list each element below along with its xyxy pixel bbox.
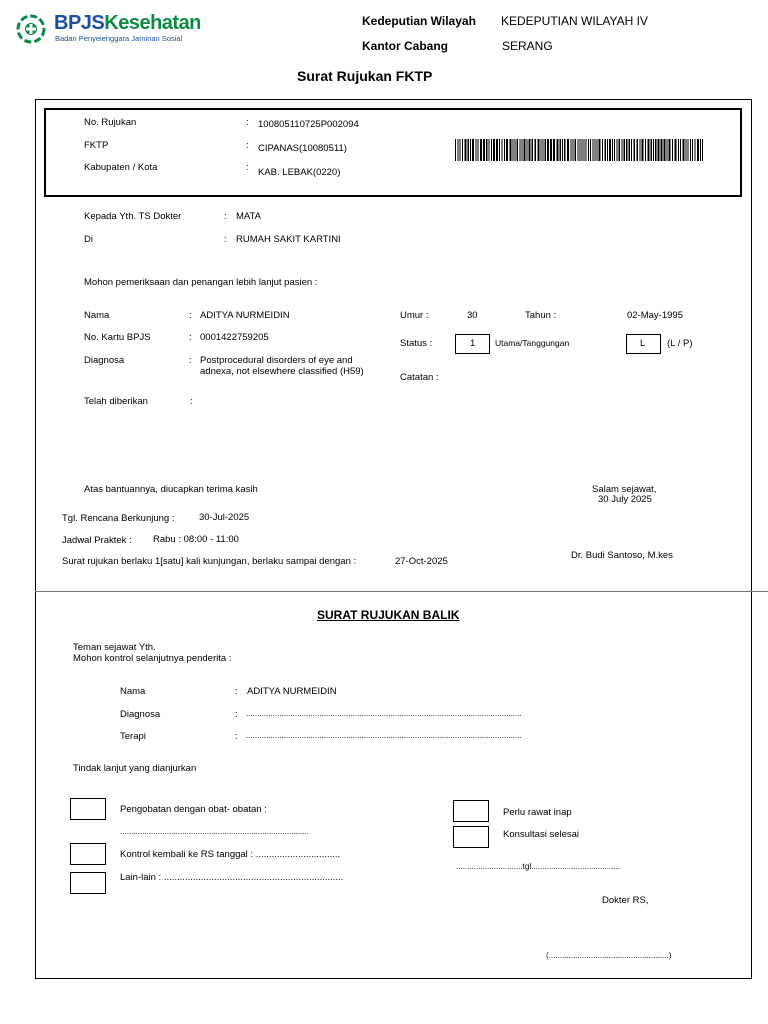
colon: :	[246, 162, 249, 173]
mohon-text: Mohon pemeriksaan dan penangan lebih lanjut pasien :	[84, 277, 318, 288]
section-divider	[35, 591, 768, 592]
nama-value: ADITYA NURMEIDIN	[200, 310, 290, 321]
di-value: RUMAH SAKIT KARTINI	[236, 234, 341, 245]
signature-line: (......................................................)	[546, 951, 672, 960]
rencana-value: 30-Jul-2025	[199, 512, 250, 523]
colon: :	[246, 117, 249, 128]
salam-text: Salam sejawat,	[592, 484, 657, 495]
kontrol-checkbox[interactable]	[70, 843, 106, 865]
balik-diagnosa-label: Diagnosa	[120, 709, 161, 720]
kabupaten-label: Kabupaten / Kota	[84, 162, 158, 173]
mohon-kontrol-text: Mohon kontrol selanjutnya penderita :	[73, 653, 232, 664]
bpjs-logo	[16, 12, 216, 46]
obat-label: Pengobatan dengan obat- obatan :	[120, 804, 267, 815]
kartu-label: No. Kartu BPJS	[84, 332, 151, 343]
kepada-value: MATA	[236, 211, 261, 222]
salam-date: 30 July 2025	[598, 494, 652, 505]
balik-title: SURAT RUJUKAN BALIK	[317, 608, 460, 622]
colon: :	[189, 310, 192, 321]
obat-dots: .....................................................................................	[120, 827, 309, 836]
umur-value: 30	[467, 310, 478, 321]
tgl-line: ..............................tgl........................................	[456, 862, 621, 871]
logo-kesehatan-text: Kesehatan	[104, 12, 201, 34]
sex-value: L	[640, 338, 646, 349]
kabupaten-value: KAB. LEBAK(0220)	[258, 167, 341, 178]
page-title: Surat Rujukan FKTP	[297, 68, 433, 84]
logo-bpjs-text: BPJS	[54, 12, 105, 34]
status-desc: Utama/Tanggungan	[495, 338, 570, 348]
doctor-name: Dr. Budi Santoso, M.kes	[571, 550, 673, 561]
lain-checkbox[interactable]	[70, 872, 106, 894]
status-value: 1	[470, 338, 476, 349]
balik-terapi-label: Terapi	[120, 731, 146, 742]
colon: :	[189, 355, 192, 366]
colon: :	[190, 396, 193, 407]
kartu-value: 0001422759205	[200, 332, 269, 343]
colon: :	[235, 731, 238, 742]
jadwal-value: Rabu : 08:00 - 11:00	[153, 534, 239, 545]
umur-label: Umur :	[400, 310, 429, 321]
terapi-dots: ............................................................................................................................	[246, 731, 522, 740]
sex-desc: (L / P)	[667, 338, 693, 349]
rencana-label: Tgl. Rencana Berkunjung :	[62, 513, 175, 524]
barcode	[455, 139, 705, 161]
diagnosa-dots: ............................................................................................................................	[246, 709, 522, 718]
rawat-checkbox[interactable]	[453, 800, 489, 822]
obat-checkbox[interactable]	[70, 798, 106, 820]
colon: :	[246, 140, 249, 151]
colon: :	[235, 709, 238, 720]
teman-text: Teman sejawat Yth.	[73, 642, 156, 653]
fktp-value: CIPANAS(10080511)	[258, 143, 347, 154]
kantor-label: Kantor Cabang	[362, 39, 449, 53]
tahun-value: 02-May-1995	[627, 310, 683, 321]
fktp-label: FKTP	[84, 140, 109, 151]
diagnosa-line2: adnexa, not elsewhere classified (H59)	[200, 366, 364, 377]
logo-tagline: Badan Penyelenggara Jaminan Sosial	[55, 34, 183, 43]
catatan-label: Catatan :	[400, 372, 439, 383]
outer-frame	[35, 99, 752, 979]
tahun-label: Tahun :	[525, 310, 557, 321]
balik-nama-value: ADITYA NURMEIDIN	[247, 686, 337, 697]
no-rujukan-label: No. Rujukan	[84, 117, 137, 128]
tindak-text: Tindak lanjut yang dianjurkan	[73, 763, 197, 774]
rawat-label: Perlu rawat inap	[503, 807, 572, 818]
colon: :	[235, 686, 238, 697]
thanks-text: Atas bantuannya, diucapkan terima kasih	[84, 484, 258, 495]
dokter-rs-label: Dokter RS,	[602, 895, 649, 906]
kontrol-label: Kontrol kembali ke RS tanggal : ................................	[120, 849, 341, 860]
berlaku-text: Surat rujukan berlaku 1[satu] kali kunjungan, berlaku sampai dengan :	[62, 556, 357, 567]
telah-label: Telah diberikan	[84, 396, 148, 407]
no-rujukan-value: 100805110725P002094	[258, 119, 359, 130]
colon: :	[224, 211, 227, 222]
balik-nama-label: Nama	[120, 686, 146, 697]
konsultasi-checkbox[interactable]	[453, 826, 489, 848]
bpjs-logo-icon	[16, 14, 46, 44]
lain-label: Lain-lain : ....................................................................	[120, 872, 344, 883]
konsultasi-label: Konsultasi selesai	[503, 829, 580, 840]
kedeputian-value: KEDEPUTIAN WILAYAH IV	[501, 14, 648, 28]
jadwal-label: Jadwal Praktek :	[62, 535, 132, 546]
kepada-label: Kepada Yth. TS Dokter	[84, 211, 182, 222]
status-label: Status :	[400, 338, 433, 349]
diagnosa-line1: Postprocedural disorders of eye and	[200, 355, 353, 366]
kantor-value: SERANG	[502, 39, 553, 53]
colon: :	[224, 234, 227, 245]
nama-label: Nama	[84, 310, 110, 321]
kedeputian-label: Kedeputian Wilayah	[362, 14, 476, 28]
colon: :	[189, 332, 192, 343]
diagnosa-label: Diagnosa	[84, 355, 125, 366]
berlaku-value: 27-Oct-2025	[395, 556, 448, 567]
di-label: Di	[84, 234, 93, 245]
